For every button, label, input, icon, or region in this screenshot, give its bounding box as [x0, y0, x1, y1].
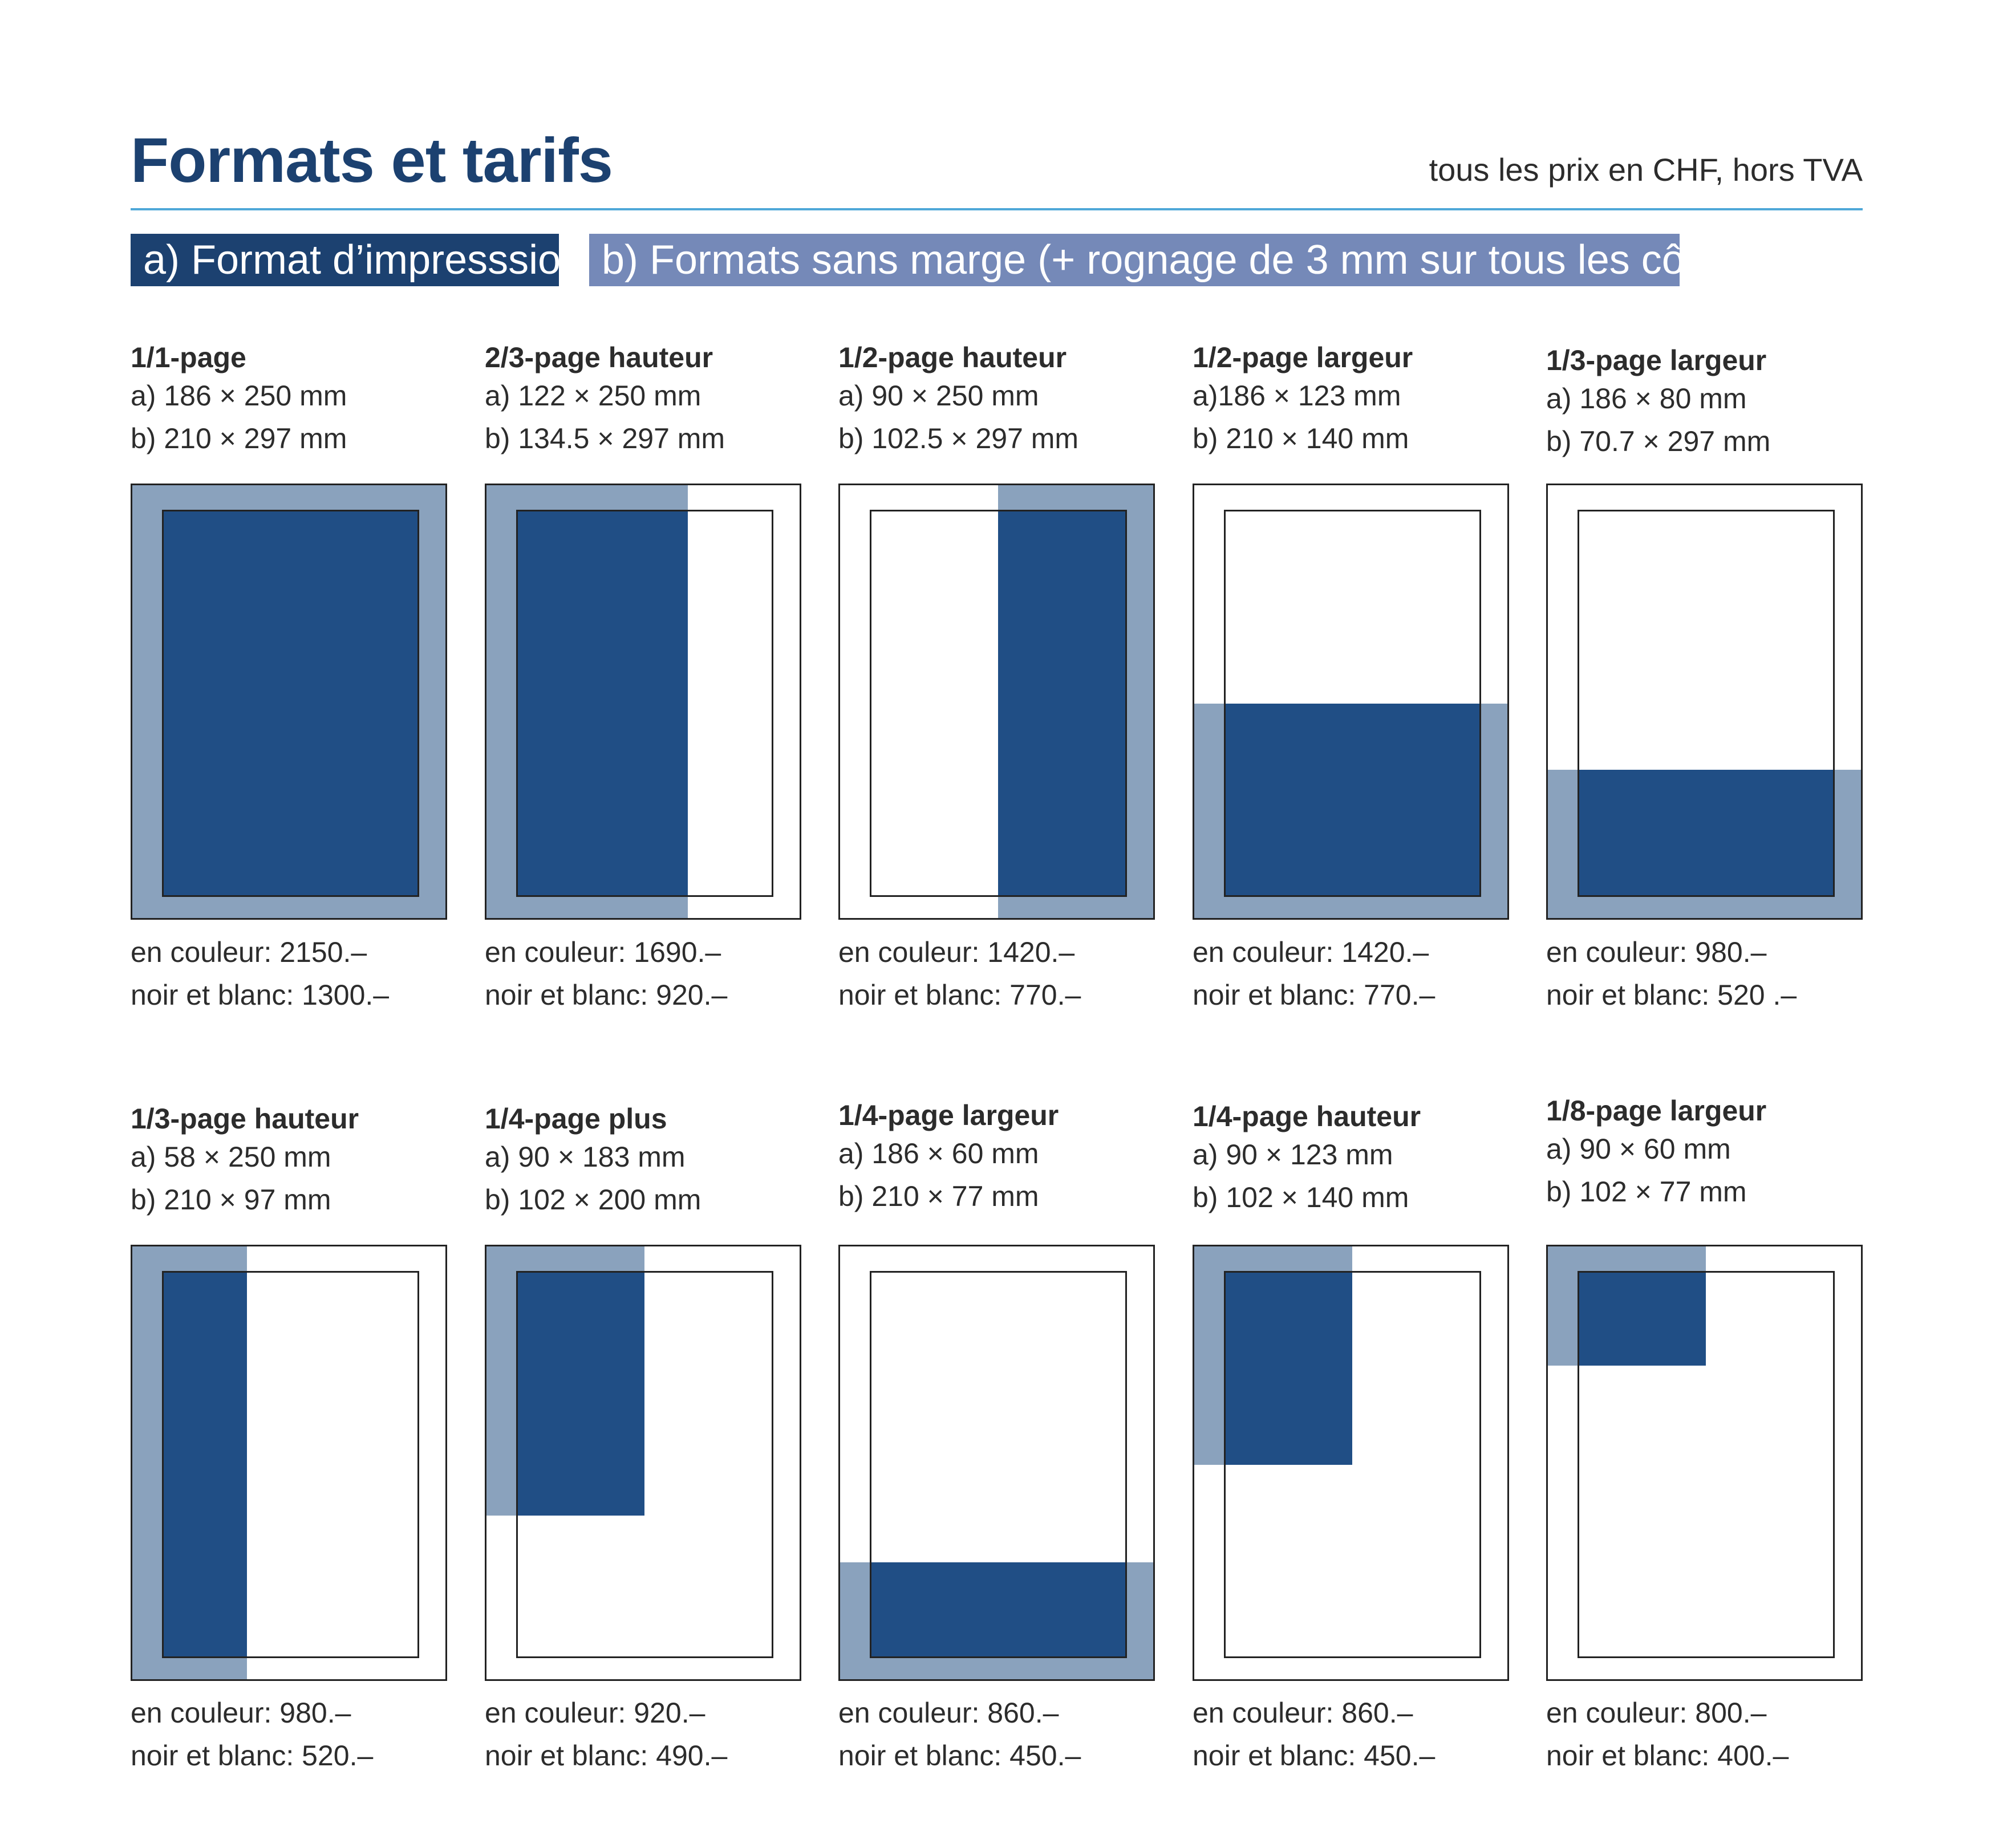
- type-area-frame: [1224, 1271, 1481, 1658]
- price-couleur: en couleur: 980.–: [1546, 936, 1767, 968]
- type-area-frame: [1578, 510, 1835, 897]
- format-name: 1/3-page hauteur: [131, 1103, 359, 1135]
- format-1-8-page-largeur: [1546, 1094, 1866, 1213]
- price-note: tous les prix en CHF, hors TVA: [1429, 152, 1863, 188]
- format-dim-a: a) 90 × 250 mm: [838, 380, 1039, 412]
- format-dim-a: a) 186 × 80 mm: [1546, 383, 1747, 415]
- format-dim-a: a) 186 × 250 mm: [131, 380, 347, 412]
- format-dim-a: a) 90 × 183 mm: [485, 1141, 686, 1173]
- type-area-frame: [1578, 1271, 1835, 1658]
- price-noir-blanc: noir et blanc: 490.–: [485, 1740, 728, 1772]
- legend-print-format: a) Format d’impresssion: [131, 234, 559, 286]
- format-dim-b: b) 102 × 140 mm: [1193, 1181, 1409, 1213]
- format-name: 2/3-page hauteur: [485, 342, 713, 373]
- price-1-8-page-largeur: [1546, 1692, 1866, 1777]
- format-dim-a: a) 90 × 60 mm: [1546, 1133, 1731, 1165]
- format-dim-b: b) 210 × 140 mm: [1193, 423, 1409, 454]
- format-name: 1/4-page hauteur: [1193, 1100, 1421, 1132]
- format-1-4-page-plus: [485, 1102, 804, 1221]
- format-dim-b: b) 102 × 200 mm: [485, 1184, 701, 1216]
- price-couleur: en couleur: 1690.–: [485, 936, 721, 968]
- format-thumb-1-3-page-largeur: [1546, 484, 1863, 920]
- format-thumb-1-1-page: [131, 484, 447, 920]
- format-name: 1/8-page largeur: [1546, 1095, 1767, 1127]
- format-name: 1/4-page plus: [485, 1103, 667, 1135]
- price-couleur: en couleur: 1420.–: [1193, 936, 1429, 968]
- format-dim-a: a) 122 × 250 mm: [485, 380, 701, 412]
- price-noir-blanc: noir et blanc: 450.–: [838, 1740, 1081, 1772]
- format-1-3-page-largeur: [1546, 343, 1866, 463]
- header-divider: [131, 208, 1863, 210]
- price-1-4-page-plus: [485, 1692, 804, 1777]
- format-dim-b: b) 134.5 × 297 mm: [485, 423, 725, 454]
- format-dim-a: a) 58 × 250 mm: [131, 1141, 331, 1173]
- price-1-4-page-hauteur: [1193, 1692, 1512, 1777]
- format-dim-b: b) 210 × 97 mm: [131, 1184, 331, 1216]
- format-name: 1/3-page largeur: [1546, 344, 1767, 376]
- format-1-2-page-largeur: [1193, 340, 1512, 460]
- price-2-3-page-hauteur: [485, 931, 804, 1017]
- type-area-frame: [516, 510, 773, 897]
- format-thumb-1-2-page-hauteur: [838, 484, 1155, 920]
- format-name: 1/2-page hauteur: [838, 342, 1067, 373]
- price-1-3-page-hauteur: [131, 1692, 450, 1777]
- type-area-frame: [162, 1271, 419, 1658]
- price-1-1-page: [131, 931, 450, 1017]
- price-noir-blanc: noir et blanc: 770.–: [1193, 979, 1436, 1011]
- type-area-frame: [870, 1271, 1127, 1658]
- price-noir-blanc: noir et blanc: 1300.–: [131, 979, 390, 1011]
- price-1-2-page-hauteur: [838, 931, 1158, 1017]
- format-dim-b: b) 70.7 × 297 mm: [1546, 425, 1771, 457]
- price-1-3-page-largeur: [1546, 931, 1866, 1017]
- format-1-3-page-hauteur: [131, 1102, 450, 1221]
- format-thumb-1-3-page-hauteur: [131, 1245, 447, 1681]
- format-thumb-1-8-page-largeur: [1546, 1245, 1863, 1681]
- price-couleur: en couleur: 800.–: [1546, 1697, 1767, 1729]
- price-noir-blanc: noir et blanc: 450.–: [1193, 1740, 1436, 1772]
- format-dim-a: a) 186 × 60 mm: [838, 1138, 1039, 1169]
- price-couleur: en couleur: 860.–: [1193, 1697, 1413, 1729]
- price-1-2-page-largeur: [1193, 931, 1512, 1017]
- format-thumb-1-2-page-largeur: [1193, 484, 1509, 920]
- format-thumb-2-3-page-hauteur: [485, 484, 801, 920]
- legend-bleed-format: b) Formats sans marge (+ rognage de 3 mm sur tous les côtés): [589, 234, 1680, 286]
- format-name: 1/1-page: [131, 342, 246, 373]
- format-1-1-page: [131, 340, 450, 460]
- price-noir-blanc: noir et blanc: 520.–: [131, 1740, 374, 1772]
- format-dim-b: b) 210 × 77 mm: [838, 1180, 1039, 1212]
- price-1-4-page-largeur: [838, 1692, 1158, 1777]
- price-couleur: en couleur: 920.–: [485, 1697, 705, 1729]
- price-couleur: en couleur: 860.–: [838, 1697, 1059, 1729]
- format-dim-b: b) 102.5 × 297 mm: [838, 423, 1079, 454]
- price-noir-blanc: noir et blanc: 920.–: [485, 979, 728, 1011]
- price-noir-blanc: noir et blanc: 770.–: [838, 979, 1081, 1011]
- type-area-frame: [516, 1271, 773, 1658]
- format-2-3-page-hauteur: [485, 340, 804, 460]
- price-noir-blanc: noir et blanc: 400.–: [1546, 1740, 1789, 1772]
- price-noir-blanc: noir et blanc: 520 .–: [1546, 979, 1797, 1011]
- format-1-4-page-hauteur: [1193, 1099, 1512, 1219]
- format-thumb-1-4-page-plus: [485, 1245, 801, 1681]
- price-couleur: en couleur: 1420.–: [838, 936, 1075, 968]
- format-dim-b: b) 210 × 297 mm: [131, 423, 347, 454]
- format-thumb-1-4-page-hauteur: [1193, 1245, 1509, 1681]
- format-name: 1/2-page largeur: [1193, 342, 1413, 373]
- format-dim-a: a) 90 × 123 mm: [1193, 1139, 1393, 1171]
- format-dim-b: b) 102 × 77 mm: [1546, 1176, 1747, 1208]
- type-area-frame: [1224, 510, 1481, 897]
- price-couleur: en couleur: 2150.–: [131, 936, 367, 968]
- format-thumb-1-4-page-largeur: [838, 1245, 1155, 1681]
- price-couleur: en couleur: 980.–: [131, 1697, 351, 1729]
- type-area-frame: [162, 510, 419, 897]
- format-1-4-page-largeur: [838, 1098, 1158, 1218]
- type-area-frame: [870, 510, 1127, 897]
- format-dim-a: a)186 × 123 mm: [1193, 380, 1401, 412]
- format-1-2-page-hauteur: [838, 340, 1158, 460]
- format-name: 1/4-page largeur: [838, 1099, 1059, 1131]
- page-title: Formats et tarifs: [131, 125, 613, 196]
